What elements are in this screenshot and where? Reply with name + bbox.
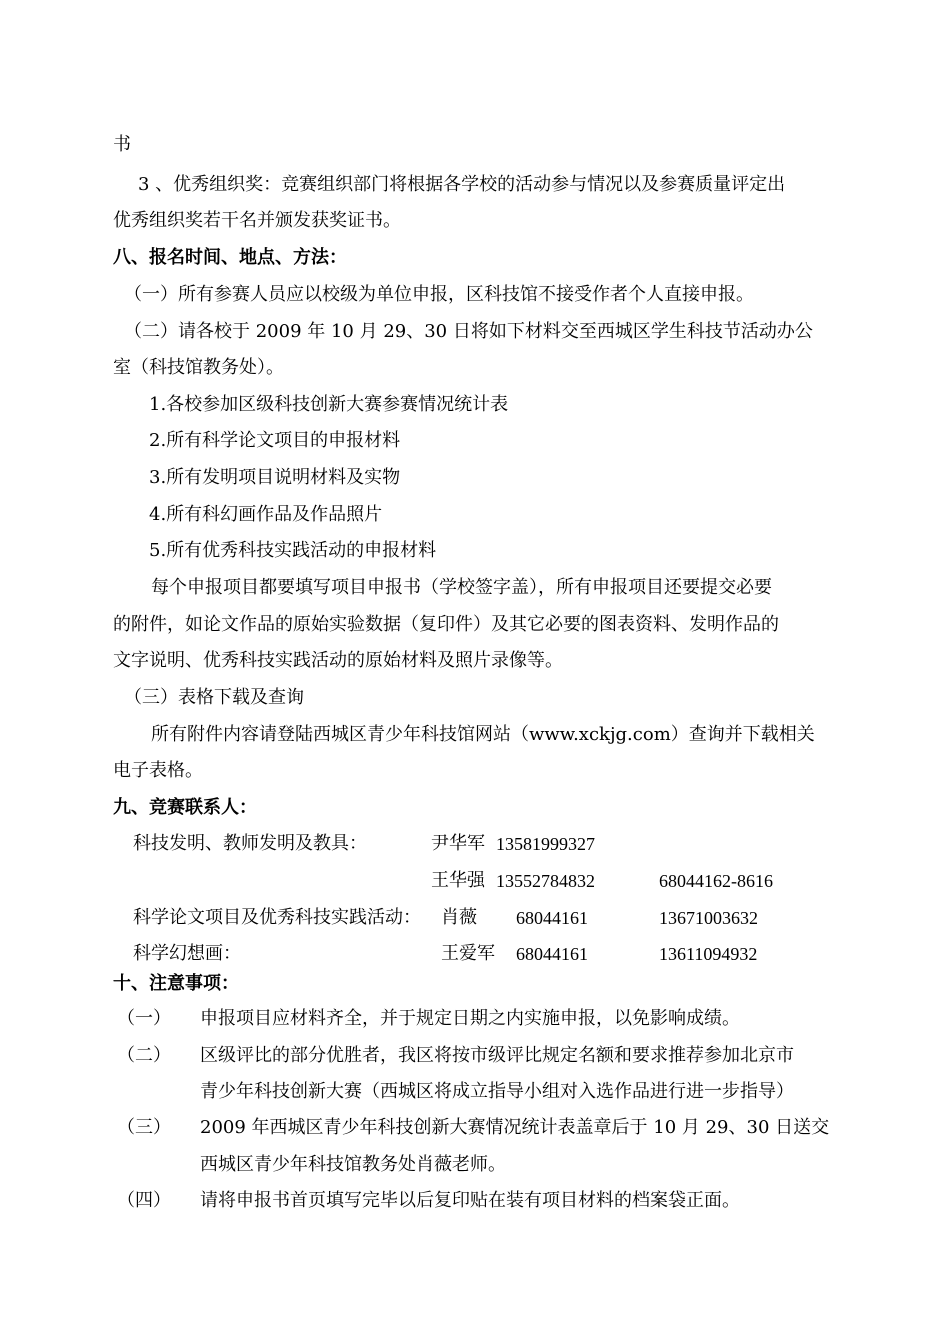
- note-line-3: 文字说明、优秀科技实践活动的原始材料及照片录像等。: [113, 650, 563, 671]
- award-item-3-line-2: 优秀组织奖若干名并颁发获奖证书。: [113, 210, 401, 231]
- award-item-3-line-1: 3 、优秀组织奖：竞赛组织部门将根据各学校的活动参与情况以及参赛质量评定出: [138, 174, 786, 195]
- download-line-2: 电子表格。: [113, 760, 203, 781]
- section-8-paragraph-3: （三）表格下载及查询: [124, 687, 304, 708]
- contact-name: 王华强: [431, 870, 485, 891]
- note-line-1: 每个申报项目都要填写项目申报书（学校签字盖），所有申报项目还要提交必要: [151, 577, 772, 598]
- notice-label: （四）: [117, 1190, 171, 1211]
- contact-name: 尹华军: [431, 833, 485, 854]
- section-8-heading: 八、报名时间、地点、方法：: [113, 247, 347, 268]
- contact-phone-1: 13552784832: [496, 871, 595, 891]
- section-9-heading: 九、竞赛联系人：: [113, 797, 257, 818]
- contact-name: 肖薇: [441, 907, 477, 928]
- notice-text-line-1: 区级评比的部分优胜者，我区将按市级评比规定名额和要求推荐参加北京市: [200, 1045, 794, 1066]
- contact-name: 王爱军: [441, 943, 495, 964]
- contact-phone-1: 68044161: [516, 944, 588, 964]
- contact-category: 科学论文项目及优秀科技实践活动：: [133, 907, 421, 928]
- notice-label: （二）: [117, 1045, 171, 1066]
- material-item: 5.所有优秀科技实践活动的申报材料: [149, 540, 437, 561]
- contact-phone-2: 68044162-8616: [659, 871, 773, 891]
- notice-text-line-1: 请将申报书首页填写完毕以后复印贴在装有项目材料的档案袋正面。: [200, 1190, 740, 1211]
- material-item: 3.所有发明项目说明材料及实物: [149, 467, 401, 488]
- contact-phone-1: 68044161: [516, 908, 588, 928]
- contact-phone-1: 13581999327: [496, 834, 595, 854]
- notice-text-line-2: 青少年科技创新大赛（西城区将成立指导小组对入选作品进行进一步指导）: [200, 1081, 794, 1102]
- section-8-paragraph-2-line-1: （二）请各校于 2009 年 10 月 29、30 日将如下材料交至西城区学生科技节活动办公: [124, 321, 813, 342]
- notice-text-line-2: 西城区青少年科技馆教务处肖薇老师。: [200, 1154, 506, 1175]
- notice-text-line-1: 2009 年西城区青少年科技创新大赛情况统计表盖章后于 10 月 29、30 日送交: [200, 1117, 830, 1138]
- contact-category: 科学幻想画：: [133, 943, 241, 964]
- section-10-heading: 十、注意事项：: [113, 973, 239, 994]
- material-item: 4.所有科幻画作品及作品照片: [149, 504, 383, 525]
- section-8-paragraph-2-line-2: 室（科技馆教务处）。: [113, 357, 284, 378]
- material-item: 2.所有科学论文项目的申报材料: [149, 430, 401, 451]
- contact-phone-2: 13611094932: [659, 944, 758, 964]
- contact-category: 科技发明、教师发明及教具：: [133, 833, 367, 854]
- download-line-1: 所有附件内容请登陆西城区青少年科技馆网站（www.xckjg.com）查询并下载相关: [151, 724, 815, 745]
- section-8-paragraph-1: （一）所有参赛人员应以校级为单位申报，区科技馆不接受作者个人直接申报。: [124, 284, 754, 305]
- notice-label: （一）: [117, 1008, 171, 1029]
- contact-phone-2: 13671003632: [659, 908, 758, 928]
- notice-label: （三）: [117, 1117, 171, 1138]
- notice-text-line-1: 申报项目应材料齐全，并于规定日期之内实施申报，以免影响成绩。: [200, 1008, 740, 1029]
- carry-over-line: 书: [113, 134, 131, 155]
- material-item: 1.各校参加区级科技创新大赛参赛情况统计表: [149, 394, 509, 415]
- note-line-2: 的附件，如论文作品的原始实验数据（复印件）及其它必要的图表资料、发明作品的: [113, 614, 779, 635]
